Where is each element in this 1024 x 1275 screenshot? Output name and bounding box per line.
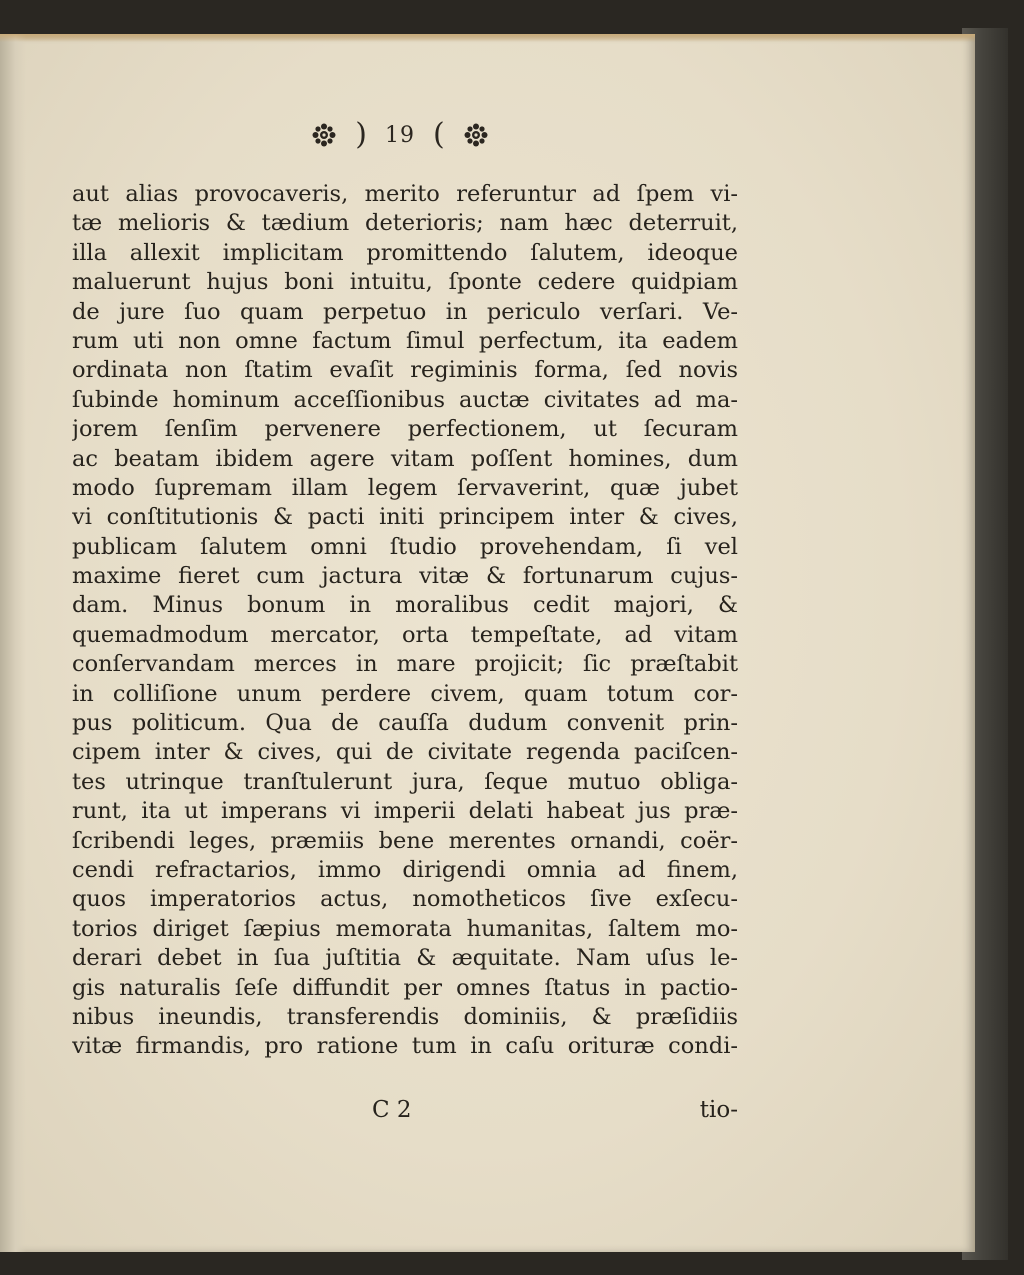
text-line: tæ melioris & tædium deterioris; nam hæc deterruit, xyxy=(72,210,738,237)
text-line: vi conſtitutionis & pacti initi principem inter & cives, xyxy=(72,504,738,531)
text-line: jorem ſenſim pervenere perfectionem, ut ſecuram xyxy=(72,416,738,443)
flower-ornament-right-icon xyxy=(463,122,489,148)
flower-ornament-left-icon xyxy=(311,122,337,148)
text-line: tes utrinque tranſtulerunt jura, ſeque mutuo obliga- xyxy=(72,768,738,795)
text-line: torios diriget ſæpius memorata humanitas, ſaltem mo- xyxy=(72,915,738,942)
text-line: conſervandam merces in mare projicit; ſic præſtabit xyxy=(72,651,738,678)
text-line: cipem inter & cives, qui de civitate regenda paciſcen- xyxy=(72,739,738,766)
text-line: runt, ita ut imperans vi imperii delati habeat jus præ- xyxy=(72,798,738,825)
text-line: cendi refractarios, immo dirigendi omnia ad finem, xyxy=(72,856,738,883)
page-number: 19 xyxy=(385,122,415,148)
header-paren-left: ) xyxy=(355,117,367,152)
text-line: ſcribendi leges, præmiis bene merentes ornandi, coër- xyxy=(72,827,738,854)
signature-mark: C 2 xyxy=(372,1097,412,1123)
text-line: nibus ineundis, transferendis dominiis, & præſidiis xyxy=(72,1003,738,1030)
text-line: maxime fieret cum jactura vitæ & fortunarum cujus- xyxy=(72,563,738,590)
text-line: derari debet in ſua juſtitia & æquitate. Nam uſus le- xyxy=(72,945,738,972)
body-text xyxy=(72,180,738,1062)
text-line: publicam ſalutem omni ſtudio provehendam, ſi vel xyxy=(72,533,738,560)
text-line: aut alias provocaveris, merito referuntur ad ſpem vi- xyxy=(72,181,738,207)
text-line: gis naturalis ſeſe diffundit per omnes ſtatus in pactio- xyxy=(72,974,738,1001)
text-line: quemadmodum mercator, orta tempeſtate, ad vitam xyxy=(72,621,738,648)
text-line: dam. Minus bonum in moralibus cedit majori, & xyxy=(72,592,738,619)
running-header xyxy=(270,117,530,152)
text-line: ac beatam ibidem agere vitam poſſent homines, dum xyxy=(72,445,738,472)
text-line: quos imperatorios actus, nomotheticos ſive exſecu- xyxy=(72,886,738,913)
text-line: illa allexit implicitam promittendo ſalutem, ideoque xyxy=(72,239,738,266)
text-line: vitæ firmandis, pro ratione tum in caſu orituræ condi- xyxy=(72,1033,738,1060)
text-line: maluerunt hujus boni intuitu, ſponte cedere quidpiam xyxy=(72,269,738,296)
text-line: in colliſione unum perdere civem, quam totum cor- xyxy=(72,680,738,707)
text-line: ordinata non ſtatim evaſit regiminis forma, ſed novis xyxy=(72,357,738,384)
text-line: modo ſupremam illam legem ſervaverint, quæ jubet xyxy=(72,474,738,501)
header-paren-right: ( xyxy=(433,117,445,152)
text-line: rum uti non omne factum ſimul perfectum, ita eadem xyxy=(72,327,738,354)
text-line: pus politicum. Qua de cauſſa dudum convenit prin- xyxy=(72,710,738,737)
catchword: tio- xyxy=(699,1097,738,1123)
text-line: de jure ſuo quam perpetuo in periculo verſari. Ve- xyxy=(72,298,738,325)
text-line: ſubinde hominum acceſſionibus auctæ civitates ad ma- xyxy=(72,386,738,413)
page-footer xyxy=(72,1097,738,1129)
